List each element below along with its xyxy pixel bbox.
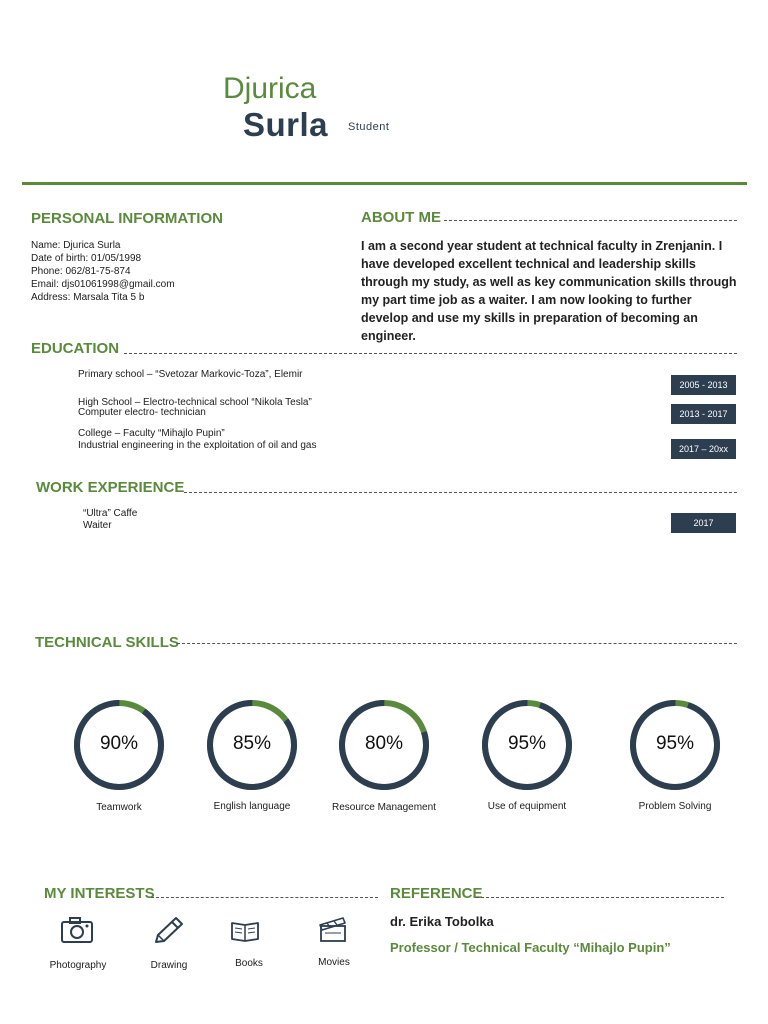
last-name: Surla bbox=[243, 106, 329, 143]
education-years-badge: 2013 - 2017 bbox=[671, 404, 736, 424]
pencil-icon bbox=[150, 915, 186, 950]
role-label: Student bbox=[348, 121, 390, 133]
personal-phone: Phone: 062/81-75-874 bbox=[31, 266, 131, 277]
work-title: WORK EXPERIENCE bbox=[36, 479, 185, 496]
education-item bbox=[78, 368, 338, 381]
skill-percent: 90% bbox=[99, 733, 139, 754]
personal-dob: Date of birth: 01/05/1998 bbox=[31, 253, 142, 264]
work-dotted-rule bbox=[184, 492, 737, 493]
education-line2: Computer electro- technician bbox=[78, 407, 206, 418]
skill-percent: 95% bbox=[655, 733, 695, 754]
skill-percent: 85% bbox=[232, 733, 272, 754]
education-years-badge: 2017 – 20xx bbox=[671, 439, 736, 459]
camera-icon bbox=[59, 915, 95, 950]
first-name: Djurica bbox=[223, 72, 317, 105]
work-line1: “Ultra” Caffe bbox=[83, 508, 138, 519]
interest-label: Drawing bbox=[150, 960, 188, 971]
interests-title: MY INTERESTS bbox=[44, 885, 155, 902]
skill-percent: 80% bbox=[364, 733, 404, 754]
skill-label: Resource Management bbox=[332, 802, 436, 813]
interest-label: Movies bbox=[318, 957, 350, 968]
education-years-badge: 2005 - 2013 bbox=[671, 375, 736, 395]
personal-info-title: PERSONAL INFORMATION bbox=[31, 210, 223, 227]
work-years-badge: 2017 bbox=[671, 513, 736, 533]
education-item bbox=[78, 428, 333, 452]
education-title: EDUCATION bbox=[31, 340, 120, 357]
education-item bbox=[78, 398, 358, 418]
work-line2: Waiter bbox=[83, 520, 112, 531]
about-text: I am a second year student at technical faculty in Zrenjanin. I have developed excellent technical and leadership skills through my study, as well as key communication skills through my part time job as a waiter. I am now looking to further develop and use my skills in preparation of becoming an engineer. bbox=[361, 239, 737, 343]
skill-label: Problem Solving bbox=[638, 801, 712, 812]
personal-address: Address: Marsala Tita 5 b bbox=[31, 292, 145, 303]
reference-position: Professor / Technical Faculty “Mihajlo Pupin” bbox=[390, 940, 671, 955]
education-line1: College – Faculty “Mihajlo Pupin” bbox=[78, 428, 225, 439]
reference-dotted-rule bbox=[476, 897, 724, 898]
education-line2: Industrial engineering in the exploitation of oil and gas bbox=[78, 440, 317, 451]
personal-email: Email: djs01061998@gmail.com bbox=[31, 279, 175, 290]
work-item bbox=[83, 508, 283, 532]
book-icon bbox=[228, 918, 262, 949]
personal-name: Name: Djurica Surla bbox=[31, 240, 121, 251]
reference-title: REFERENCE bbox=[390, 885, 483, 902]
interest-label: Books bbox=[235, 958, 263, 969]
interests-dotted-rule bbox=[151, 897, 378, 898]
skill-label: Use of equipment bbox=[487, 801, 567, 812]
education-line1: Primary school – “Svetozar Markovic-Toza”, Elemir bbox=[78, 369, 303, 380]
interest-label: Photography bbox=[49, 960, 107, 971]
skills-title: TECHNICAL SKILLS bbox=[35, 634, 179, 651]
header-divider bbox=[22, 182, 747, 185]
about-title: ABOUT ME bbox=[361, 209, 441, 226]
skills-dotted-rule bbox=[177, 643, 737, 644]
reference-name: dr. Erika Tobolka bbox=[390, 914, 494, 929]
about-dotted-rule bbox=[444, 220, 737, 221]
clapperboard-icon bbox=[316, 914, 350, 949]
education-line1: High School – Electro-technical school “Nikola Tesla” bbox=[78, 397, 312, 408]
skill-percent: 95% bbox=[507, 733, 547, 754]
skill-label: English language bbox=[213, 801, 291, 812]
personal-info-list bbox=[31, 239, 331, 304]
education-dotted-rule bbox=[124, 353, 737, 354]
skill-label: Teamwork bbox=[96, 802, 142, 813]
